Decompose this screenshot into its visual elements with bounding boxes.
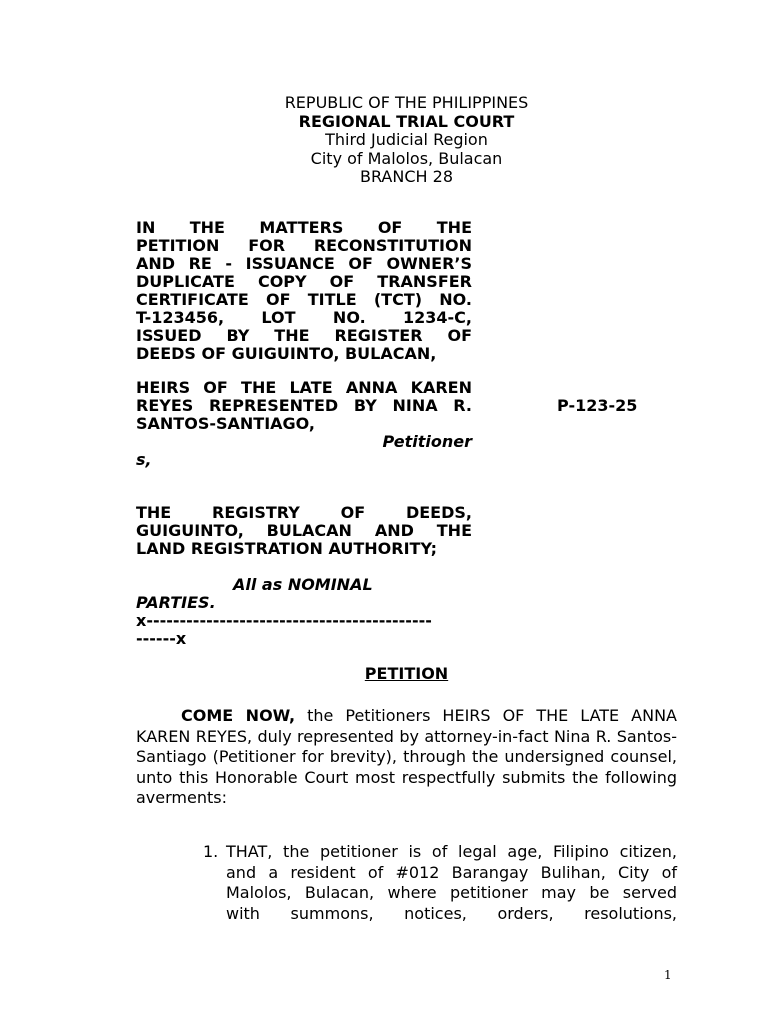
header-region: Third Judicial Region — [325, 130, 488, 149]
caption-rule-line1: x------------------------------------------- — [136, 612, 432, 630]
case-caption — [136, 219, 472, 363]
caption-line: PETITION FOR RECONSTITUTION — [136, 236, 472, 255]
petitioner-line: SANTOS-SANTIAGO, — [136, 414, 315, 433]
header-branch: BRANCH 28 — [359, 167, 453, 186]
intro-lead: COME NOW, — [181, 706, 296, 725]
petitioner-line: HEIRS OF THE LATE ANNA KAREN — [136, 378, 472, 397]
list-item — [226, 842, 677, 924]
petitioner-label: Petitioner — [382, 432, 472, 451]
respondent-line: THE REGISTRY OF DEEDS, — [136, 503, 472, 522]
list-item-number: 1. — [203, 842, 219, 861]
petitioner-line: REYES REPRESENTED BY NINA R. — [136, 396, 472, 415]
caption-rule-line2: ------x — [136, 629, 187, 648]
intro-text: the Petitioners HEIRS OF THE LATE ANNA KAREN REYES, duly represented by attorney-in-fact Nina R. Santos-Santiago (Petitioner for brevity), through the undersigned counsel, unto this Honorable Court most respectfully submits the following averments: — [136, 706, 677, 807]
caption-line: T-123456, LOT NO. 1234-C, — [136, 308, 472, 327]
respondents-block — [136, 504, 472, 558]
petitioner-block — [136, 379, 472, 433]
court-header — [136, 94, 677, 187]
header-city: City of Malolos, Bulacan — [310, 148, 503, 168]
case-number: P-123-25 — [557, 396, 638, 415]
caption-line: DUPLICATE COPY OF TRANSFER — [136, 272, 472, 291]
caption-line: CERTIFICATE OF TITLE (TCT) NO. — [136, 290, 472, 309]
nominal-parties-line2: PARTIES. — [136, 593, 216, 612]
document-title: PETITION — [364, 664, 449, 683]
list-item-line: with summons, notices, orders, resolutions, — [226, 903, 677, 923]
list-item-line: Malolos, Bulacan, where petitioner may be served — [226, 883, 677, 902]
respondent-line: LAND REGISTRATION AUTHORITY; — [136, 539, 438, 558]
list-item-line: THAT, the petitioner is of legal age, Filipino citizen, — [226, 842, 677, 861]
nominal-parties-line1: All as NOMINAL — [233, 575, 373, 594]
header-court: REGIONAL TRIAL COURT — [298, 111, 515, 131]
caption-line: IN THE MATTERS OF THE — [136, 218, 472, 237]
petitioner-label-tail: s, — [136, 450, 152, 469]
intro-paragraph — [136, 706, 677, 809]
page-number: 1 — [664, 968, 672, 982]
list-item-line: and a resident of #012 Barangay Bulihan, City of — [226, 862, 677, 882]
header-republic: REPUBLIC OF THE PHILIPPINES — [284, 93, 529, 112]
caption-line: ISSUED BY THE REGISTER OF — [136, 326, 472, 345]
caption-line: DEEDS OF GUIGUINTO, BULACAN, — [136, 344, 437, 363]
caption-line: AND RE - ISSUANCE OF OWNER’S — [136, 254, 472, 273]
respondent-line: GUIGUINTO, BULACAN AND THE — [136, 521, 472, 540]
